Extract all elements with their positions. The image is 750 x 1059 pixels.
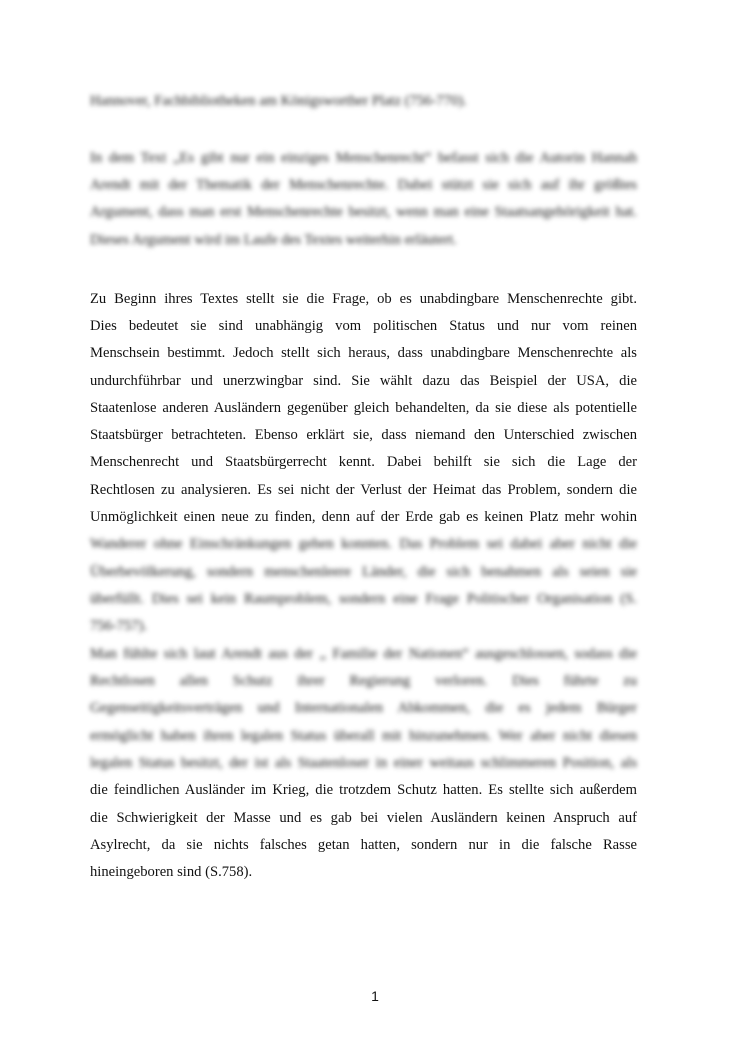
second-line: die feindlichen Ausländer im Krieg, die trotzdem Schutz hatten. Es stellte sich außerdem	[90, 782, 637, 798]
body-line: Zu Beginn ihres Textes stellt sie die Frage, ob es unabdingbare Menschenrechte gibt.	[90, 291, 637, 307]
body-blurred-line: 756-757).	[90, 618, 148, 634]
body-line: Dies bedeutet sie sind unabhängig vom politischen Status und nur vom reinen	[90, 318, 637, 334]
second-blurred-line: ermöglicht haben ihren legalen Status überall mit hinzunehmen. Wer aber nicht diesen	[90, 728, 637, 744]
body-line: Menschenrecht und Staatsbürgerrecht kennt. Dabei behilft sie sich die Lage der	[90, 454, 637, 470]
body-line: undurchführbar und unerzwingbar sind. Sie wählt dazu das Beispiel der USA, die	[90, 373, 637, 389]
second-blurred-line: Gegenseitigkeitsverträgen und Internationalen Abkommen, die es jedem Bürger	[90, 700, 637, 716]
body-line: Staatenlose anderen Ausländern gegenüber gleich behandelten, da sie diese als potentielle	[90, 400, 637, 416]
second-blurred-line: legalen Status besitzt, der ist als Staatenloser in einer weitaus schlimmeren Position, als	[90, 755, 637, 771]
body-line: Unmöglichkeit einen neue zu finden, denn auf der Erde gab es keinen Platz mehr wohin	[90, 509, 637, 525]
intro-line: Dieses Argument wird im Laufe des Textes weiterhin erläutert.	[90, 232, 457, 248]
body-blurred-line: überfüllt. Dies sei kein Raumproblem, sondern eine Frage Politischer Organisation (S.	[90, 591, 637, 607]
document-header-line: Hannover, Fachbibliotheken am Königsworther Platz (756-770).	[90, 93, 467, 109]
intro-line: Argument, dass man erst Menschenrechte besitzt, wenn man eine Staatsangehörigkeit hat.	[90, 204, 637, 220]
second-blurred-line: Rechtlosen allen Schutz ihrer Regierung verloren. Dies führte zu	[90, 673, 637, 689]
second-line: hineingeboren sind (S.758).	[90, 864, 253, 880]
body-line: Rechtlosen zu analysieren. Es sei nicht der Verlust der Heimat das Problem, sondern die	[90, 482, 637, 498]
body-blurred-line: Wanderer ohne Einschränkungen gehen konnten. Das Problem sei dabei aber nicht die	[90, 536, 637, 552]
second-line: die Schwierigkeit der Masse und es gab bei vielen Ausländern keinen Anspruch auf	[90, 810, 637, 826]
second-line: Asylrecht, da sie nichts falsches getan hatten, sondern nur in die falsche Rasse	[90, 837, 637, 853]
intro-line: In dem Text „Es gibt nur ein einziges Menschenrecht“ befasst sich die Autorin Hannah	[90, 150, 637, 166]
second-blurred-line: Man fühlte sich laut Arendt aus der „ Familie der Nationen“ ausgeschlossen, sodass die	[90, 646, 637, 662]
body-line: Menschsein bestimmt. Jedoch stellt sich heraus, dass unabdingbare Menschenrechte als	[90, 345, 637, 361]
intro-line: Arendt mit der Thematik der Menschenrechte. Dabei stützt sie sich auf ihr größtes	[90, 177, 637, 193]
page-number: 1	[371, 988, 379, 1004]
body-line: Staatsbürger betrachteten. Ebenso erklärt sie, dass niemand den Unterschied zwischen	[90, 427, 637, 443]
body-blurred-line: Überbevölkerung, sondern menschenleere Länder, die sich benahmen als seien sie	[90, 564, 637, 580]
